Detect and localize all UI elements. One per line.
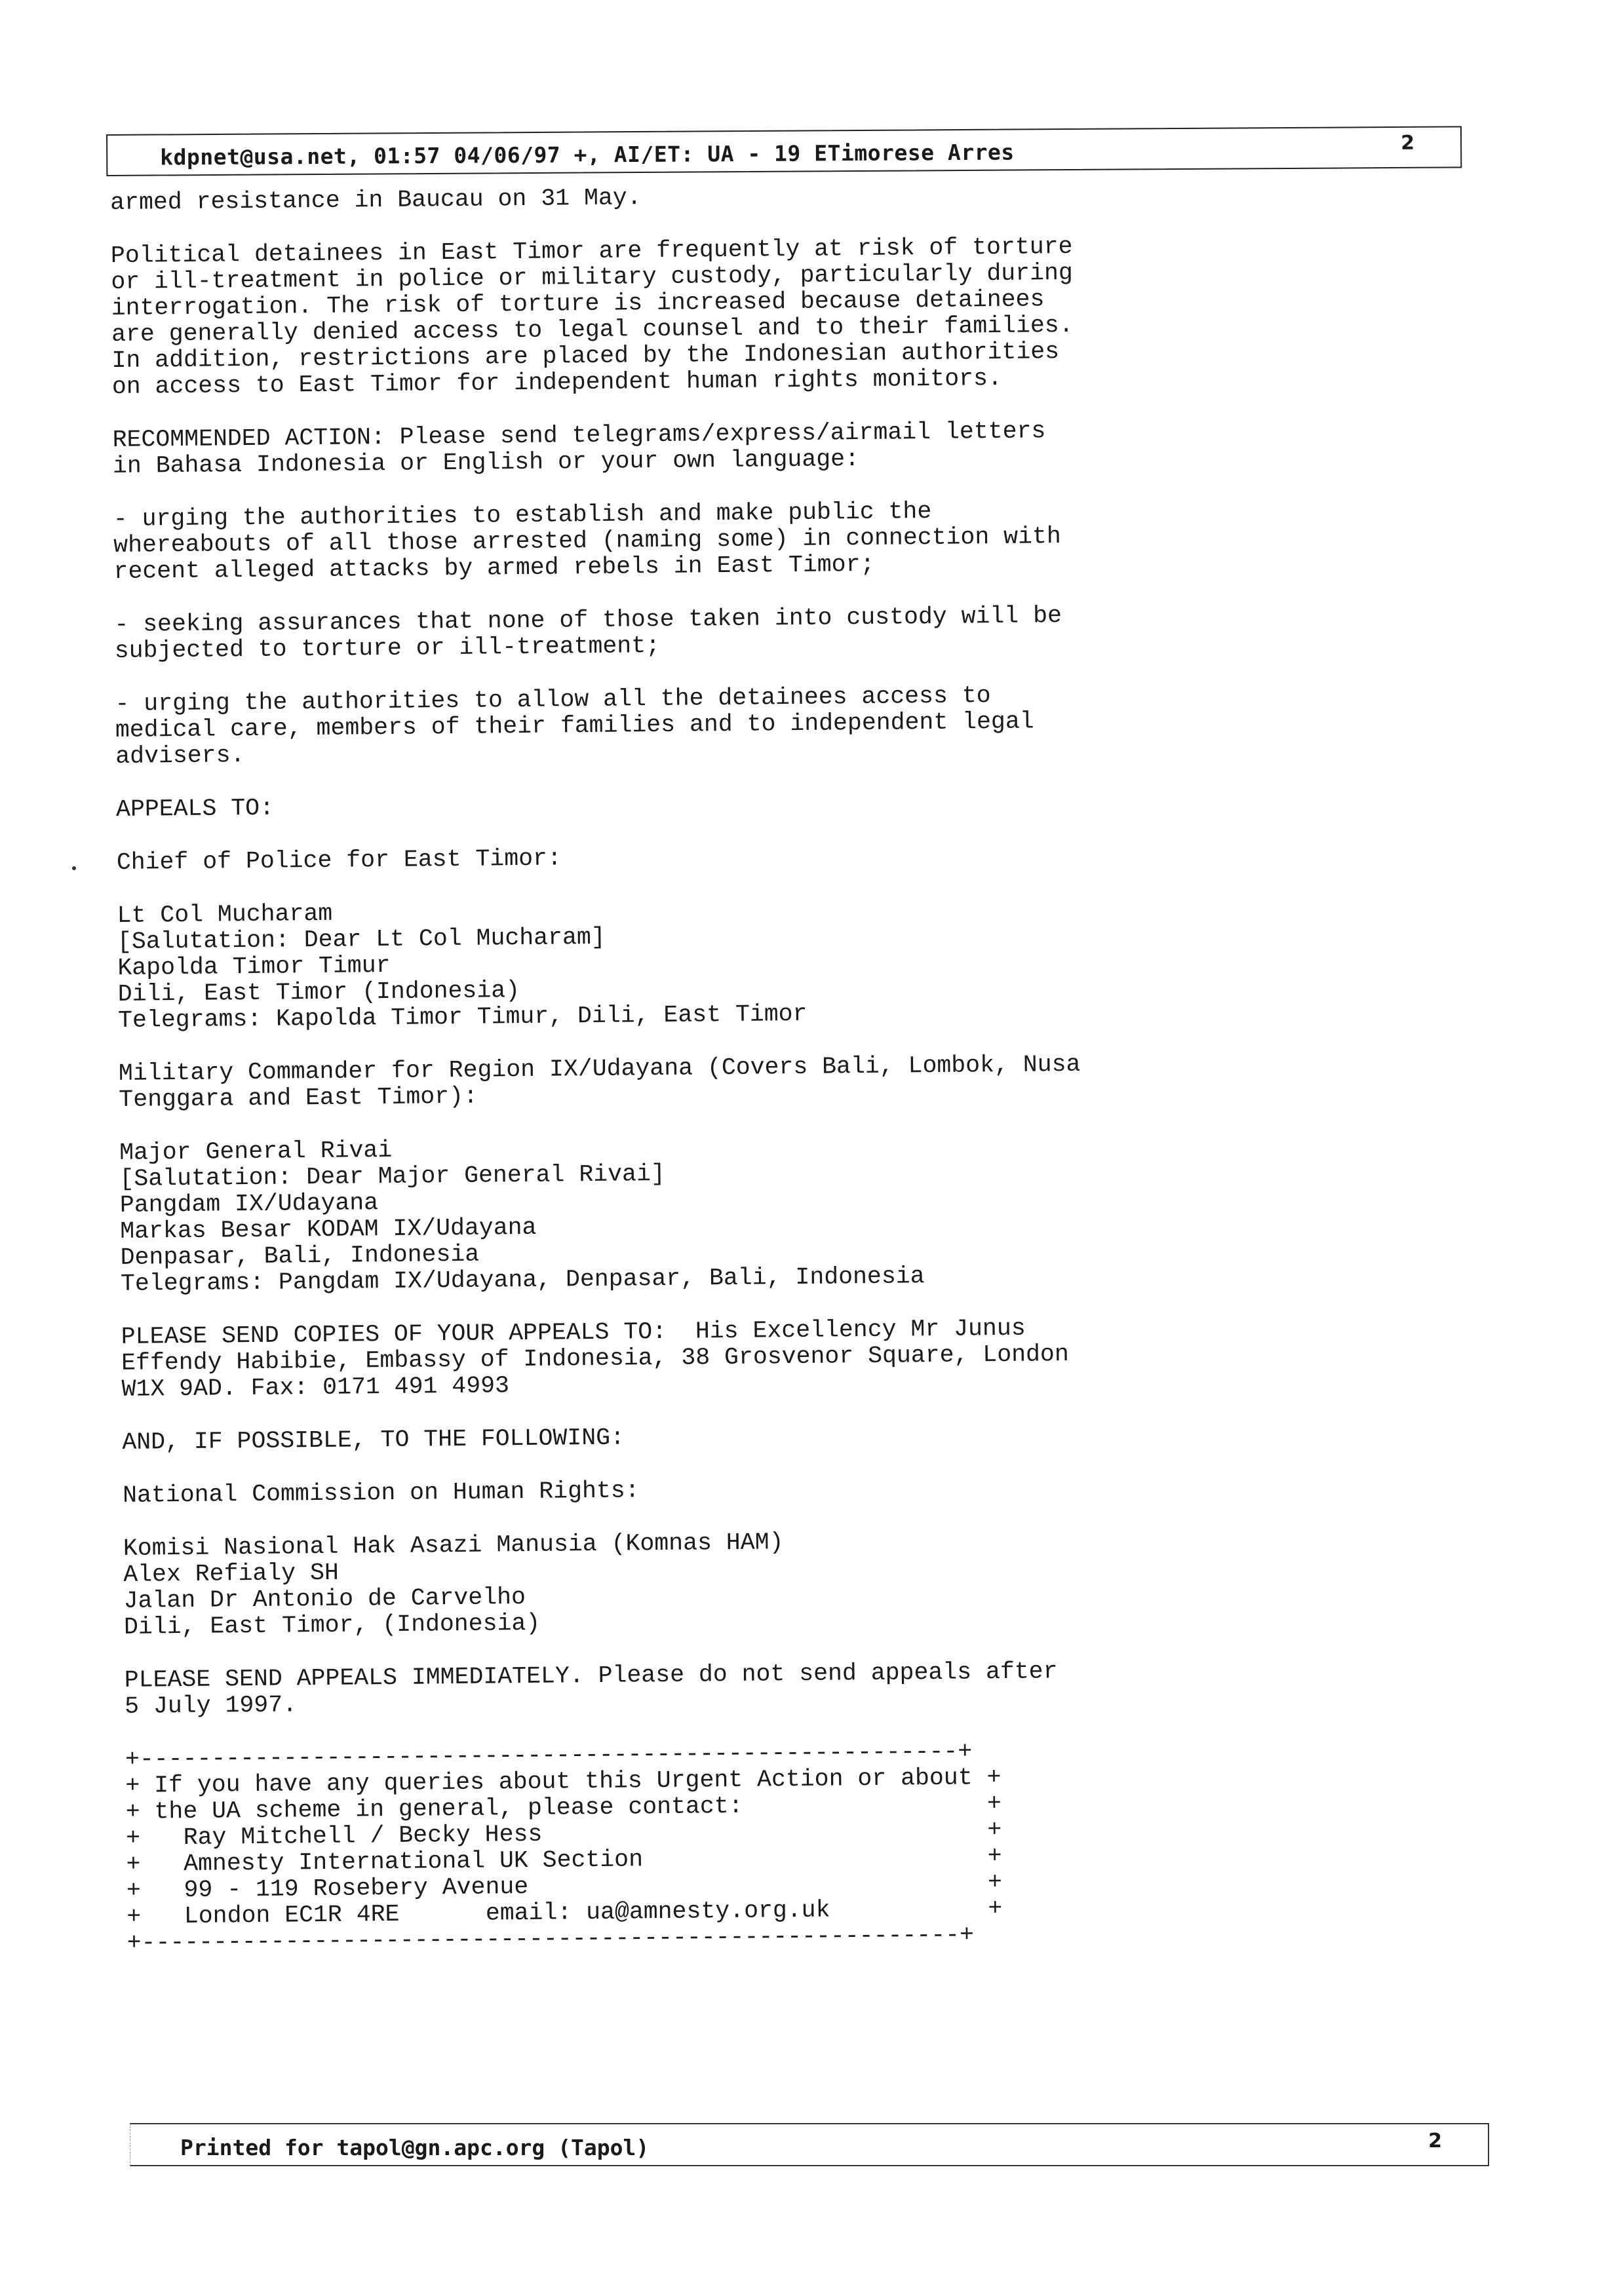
body-paragraph [123,1471,1368,1509]
contact-box [125,1735,1372,1957]
body-line: PLEASE SEND COPIES OF YOUR APPEALS TO: His Excellency Mr Junus [121,1314,1026,1350]
body-line: Pangdam IX/Udayana [119,1189,379,1219]
body-line: in Bahasa Indonesia or English or your own language: [112,446,860,480]
body-paragraph [111,231,1357,400]
body-line: Dili, East Timor (Indonesia) [117,977,520,1008]
body-paragraph [110,178,1355,216]
body-line: Markas Besar KODAM IX/Udayana [120,1214,537,1245]
body-paragraph [113,495,1359,585]
message-body [110,178,1372,1957]
email-header-text: kdpnet@usa.net, 01:57 04/06/97 +, AI/ET: UA - 19 ETimorese Arres [160,139,1015,170]
contact-box-line: + 99 - 119 Rosebery Avenue + [126,1869,1003,1904]
contact-box-line: + Amnesty International UK Section + [126,1843,1002,1878]
contact-box-line: + London EC1R 4RE email: ua@amnesty.org.uk + [126,1895,1003,1930]
body-line: AND, IF POSSIBLE, TO THE FOLLOWING: [122,1424,625,1456]
body-line: Alex Refialy SH [123,1559,340,1588]
body-line: PLEASE SEND APPEALS IMMEDIATELY. Please do not send appeals after [124,1658,1058,1694]
body-line: 5 July 1997. [125,1691,298,1720]
body-paragraph [114,600,1360,664]
body-line: RECOMMENDED ACTION: Please send telegrams/express/airmail letters [112,417,1046,453]
body-line: Political detainees in East Timor are frequently at risk of torture [110,233,1073,269]
body-line: - urging the authorities to establish and make public the [113,497,932,533]
body-line: Telegrams: Kapolda Timor Timur, Dili, East Timor [117,1000,808,1034]
body-line: advisers. [115,742,245,770]
contact-box-line: +---------------------------------------------------------+ [125,1738,973,1773]
body-line: Chief of Police for East Timor: [116,845,562,876]
body-paragraph [116,785,1361,823]
body-line: APPEALS TO: [115,794,275,823]
body-line: Kapolda Timor Timur [117,951,391,982]
body-paragraph [117,891,1363,1034]
body-line: recent alleged attacks by armed rebels in East Timor; [113,550,875,585]
body-line: on access to East Timor for independent human rights monitors. [111,364,1003,400]
body-paragraph [115,679,1361,770]
body-line: [Salutation: Dear Major General Rivai] [119,1160,665,1193]
contact-box-line: +---------------------------------------------------------+ [126,1921,975,1957]
body-line: Komisi Nasional Hak Asazi Manusia (Komnas HAM) [123,1529,784,1562]
body-line: - urging the authorities to allow all the detainees access to [115,682,991,718]
body-line: National Commission on Human Rights: [122,1477,640,1509]
contact-box-line: + If you have any queries about this Urgent Action or about + [125,1764,1002,1799]
body-line: are generally denied access to legal counsel and to their families. [111,311,1074,348]
body-line: Telegrams: Pangdam IX/Udayana, Denpasar, Bali, Indonesia [120,1263,925,1297]
body-paragraph [117,838,1362,876]
body-line: subjected to torture or ill-treatment; [114,632,661,664]
print-footer-text: Printed for tapol@gn.apc.org (Tapol) [180,2135,650,2160]
body-paragraph [123,1524,1369,1641]
body-line: W1X 9AD. Fax: 0171 491 4993 [121,1372,510,1403]
body-line: whereabouts of all those arrested (naming some) in connection with [113,523,1061,559]
body-line: interrogation. The risk of torture is increased because detainees [111,286,1045,322]
body-line: - seeking assurances that none of those taken into custody will be [114,602,1062,638]
contact-box-line: + the UA scheme in general, please contact: + [125,1790,1002,1826]
contact-box-line: + Ray Mitchell / Becky Hess + [125,1816,1002,1852]
header-page-number: 2 [1401,131,1415,155]
footer-page-number: 2 [1428,2130,1442,2152]
body-line: Dili, East Timor, (Indonesia) [123,1609,541,1641]
body-line: Jalan Dr Antonio de Carvelho [123,1584,526,1615]
body-line: Tenggara and East Timor): [119,1082,478,1113]
body-line: Effendy Habibie, Embassy of Indonesia, 38 Grosvenor Square, London [121,1341,1069,1377]
body-line: [Salutation: Dear Lt Col Mucharam] [117,923,606,955]
body-paragraph [119,1128,1366,1297]
body-line: Military Commander for Region IX/Udayana (Covers Bali, Lombok, Nusa [118,1050,1081,1087]
print-footer-box [130,2123,1489,2166]
scan-speck [72,866,76,870]
body-line: Denpasar, Bali, Indonesia [120,1240,480,1271]
body-line: or ill-treatment in police or military custody, particularly during [111,259,1074,296]
body-line: medical care, members of their families and to independent legal [115,708,1034,744]
body-line: In addition, restrictions are placed by the Indonesian authorities [111,338,1060,374]
email-header-box [106,126,1462,176]
body-line: Lt Col Mucharam [117,900,333,929]
body-paragraph [119,1049,1365,1113]
body-line: Major General Rivai [119,1136,393,1166]
body-line: armed resistance in Baucau on 31 May. [109,184,642,216]
body-paragraph [125,1656,1371,1720]
body-paragraph [121,1312,1367,1403]
body-paragraph [112,415,1358,480]
body-paragraph [122,1418,1367,1456]
